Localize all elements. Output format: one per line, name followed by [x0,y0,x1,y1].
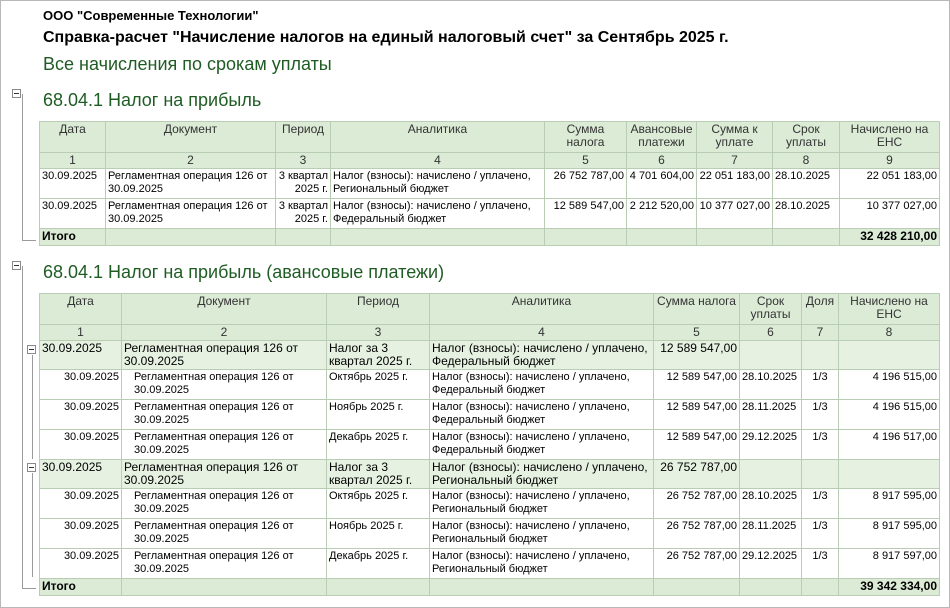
column-header: Сумма налога [654,294,740,325]
column-header: Дата [40,294,122,325]
section1-table [39,121,940,246]
cell-analytics: Налог (взносы): начислено / уплачено, Федеральный бюджет [430,370,654,400]
cell-ens: 4 196 515,00 [839,400,940,430]
collapse-group2-icon[interactable] [27,463,36,472]
total-amount: 32 428 210,00 [840,229,940,246]
column-number: 5 [545,153,627,169]
cell-analytics: Налог (взносы): начислено / уплачено, Федеральный бюджет [430,400,654,430]
cell-date: 30.09.2025 [40,199,106,229]
cell-analytics: Налог (взносы): начислено / уплачено, Региональный бюджет [430,519,654,549]
column-header: Сумма к уплате [697,122,773,153]
table-row [40,519,940,549]
column-number: 2 [106,153,276,169]
column-number: 1 [40,325,122,341]
table-row [40,489,940,519]
cell-period: Ноябрь 2025 г. [327,519,430,549]
table-row [40,549,940,579]
cell-date: 30.09.2025 [40,169,106,199]
cell-tax-amount: 12 589 547,00 [654,341,740,370]
report-title: Справка-расчет "Начисление налогов на единый налоговый счет" за Сентябрь 2025 г. [43,29,729,46]
cell-period: 3 квартал 2025 г. [276,199,331,229]
column-header: Период [276,122,331,153]
cell-document-link[interactable]: Регламентная операция 126 от 30.09.2025 [122,519,327,549]
cell-period: Октябрь 2025 г. [327,370,430,400]
cell-share: 1/3 [802,400,839,430]
column-header: Начислено на ЕНС [839,294,940,325]
column-number: 3 [327,325,430,341]
cell-tax-amount: 26 752 787,00 [654,489,740,519]
column-number: 8 [839,325,940,341]
cell-payable: 22 051 183,00 [697,169,773,199]
cell-due-date: 28.10.2025 [773,169,840,199]
outline-rail [0,0,36,608]
cell-date: 30.09.2025 [40,519,122,549]
column-header: Начислено на ЕНС [840,122,940,153]
cell-ens: 8 917 595,00 [839,519,940,549]
cell-period: Налог за 3 квартал 2025 г. [327,341,430,370]
cell-ens: 4 196 515,00 [839,370,940,400]
cell-ens: 4 196 517,00 [839,430,940,460]
column-number: 4 [430,325,654,341]
column-number: 1 [40,153,106,169]
cell-due-date: 29.12.2025 [740,430,802,460]
column-header: Документ [122,294,327,325]
cell-due-date: 28.11.2025 [740,400,802,430]
cell-document-link[interactable]: Регламентная операция 126 от 30.09.2025 [106,169,276,199]
column-header: Срок уплаты [773,122,840,153]
cell-tax-amount: 12 589 547,00 [654,400,740,430]
column-number: 7 [697,153,773,169]
cell-tax-amount: 26 752 787,00 [654,460,740,489]
total-row [40,229,940,246]
cell-analytics: Налог (взносы): начислено / уплачено, Федеральный бюджет [331,199,545,229]
column-header: Сумма налога [545,122,627,153]
cell-ens: 8 917 595,00 [839,489,940,519]
cell-tax-amount: 26 752 787,00 [545,169,627,199]
cell-document-link[interactable]: Регламентная операция 126 от 30.09.2025 [122,341,327,370]
cell-date: 30.09.2025 [40,460,122,489]
column-number: 8 [773,153,840,169]
cell-period: 3 квартал 2025 г. [276,169,331,199]
column-header: Документ [106,122,276,153]
cell-share: 1/3 [802,370,839,400]
column-number-row [40,153,940,169]
cell-payable: 10 377 027,00 [697,199,773,229]
table-row [40,370,940,400]
column-header: Период [327,294,430,325]
section1-title: 68.04.1 Налог на прибыль [43,90,262,110]
group-row [40,341,940,370]
column-number: 9 [840,153,940,169]
column-header: Дата [40,122,106,153]
cell-document-link[interactable]: Регламентная операция 126 от 30.09.2025 [122,370,327,400]
organization-name: ООО "Современные Технологии" [43,8,259,23]
column-header: Доля [802,294,839,325]
cell-analytics: Налог (взносы): начислено / уплачено, Федеральный бюджет [430,430,654,460]
table-header-row [40,122,940,153]
section2-table [39,293,940,596]
cell-tax-amount: 12 589 547,00 [654,430,740,460]
cell-period: Налог за 3 квартал 2025 г. [327,460,430,489]
cell-advance: 2 212 520,00 [627,199,697,229]
column-number: 6 [627,153,697,169]
cell-analytics: Налог (взносы): начислено / уплачено, Региональный бюджет [430,549,654,579]
cell-date: 30.09.2025 [40,400,122,430]
group-row [40,460,940,489]
column-header: Аналитика [430,294,654,325]
column-number-row [40,325,940,341]
cell-date: 30.09.2025 [40,341,122,370]
cell-share: 1/3 [802,519,839,549]
cell-document-link[interactable]: Регламентная операция 126 от 30.09.2025 [106,199,276,229]
cell-analytics: Налог (взносы): начислено / уплачено, Федеральный бюджет [430,341,654,370]
total-row [40,579,940,596]
section2-title: 68.04.1 Налог на прибыль (авансовые платежи) [43,262,445,282]
table-row [40,430,940,460]
cell-document-link[interactable]: Регламентная операция 126 от 30.09.2025 [122,489,327,519]
cell-ens: 10 377 027,00 [840,199,940,229]
cell-share: 1/3 [802,430,839,460]
cell-share: 1/3 [802,549,839,579]
cell-period: Декабрь 2025 г. [327,549,430,579]
table-row [40,400,940,430]
cell-tax-amount: 26 752 787,00 [654,549,740,579]
table-row [40,169,940,199]
cell-period: Октябрь 2025 г. [327,489,430,519]
column-header: Срок уплаты [740,294,802,325]
table-row [40,199,940,229]
report-subtitle: Все начисления по срокам уплаты [43,54,332,74]
total-label: Итого [40,229,106,246]
cell-ens: 22 051 183,00 [840,169,940,199]
total-label: Итого [40,579,122,596]
column-number: 5 [654,325,740,341]
collapse-group1-icon[interactable] [27,345,36,354]
column-number: 3 [276,153,331,169]
cell-due-date: 28.10.2025 [740,489,802,519]
cell-analytics: Налог (взносы): начислено / уплачено, Региональный бюджет [331,169,545,199]
cell-date: 30.09.2025 [40,430,122,460]
cell-advance: 4 701 604,00 [627,169,697,199]
cell-analytics: Налог (взносы): начислено / уплачено, Региональный бюджет [430,460,654,489]
cell-date: 30.09.2025 [40,370,122,400]
cell-analytics: Налог (взносы): начислено / уплачено, Региональный бюджет [430,489,654,519]
cell-tax-amount: 12 589 547,00 [654,370,740,400]
cell-due-date: 28.11.2025 [740,519,802,549]
cell-tax-amount: 12 589 547,00 [545,199,627,229]
cell-date: 30.09.2025 [40,489,122,519]
table-header-row [40,294,940,325]
column-header: Аналитика [331,122,545,153]
column-number: 4 [331,153,545,169]
cell-due-date: 29.12.2025 [740,549,802,579]
cell-ens: 8 917 597,00 [839,549,940,579]
column-header: Авансовые платежи [627,122,697,153]
total-amount: 39 342 334,00 [839,579,940,596]
column-number: 6 [740,325,802,341]
collapse-section1-icon[interactable] [12,89,21,98]
cell-document-link[interactable]: Регламентная операция 126 от 30.09.2025 [122,460,327,489]
cell-document-link[interactable]: Регламентная операция 126 от 30.09.2025 [122,430,327,460]
cell-share: 1/3 [802,489,839,519]
column-number: 7 [802,325,839,341]
cell-tax-amount: 26 752 787,00 [654,519,740,549]
cell-document-link[interactable]: Регламентная операция 126 от 30.09.2025 [122,549,327,579]
collapse-section2-icon[interactable] [12,261,21,270]
column-number: 2 [122,325,327,341]
cell-document-link[interactable]: Регламентная операция 126 от 30.09.2025 [122,400,327,430]
cell-period: Ноябрь 2025 г. [327,400,430,430]
cell-due-date: 28.10.2025 [740,370,802,400]
cell-due-date: 28.10.2025 [773,199,840,229]
cell-date: 30.09.2025 [40,549,122,579]
cell-period: Декабрь 2025 г. [327,430,430,460]
